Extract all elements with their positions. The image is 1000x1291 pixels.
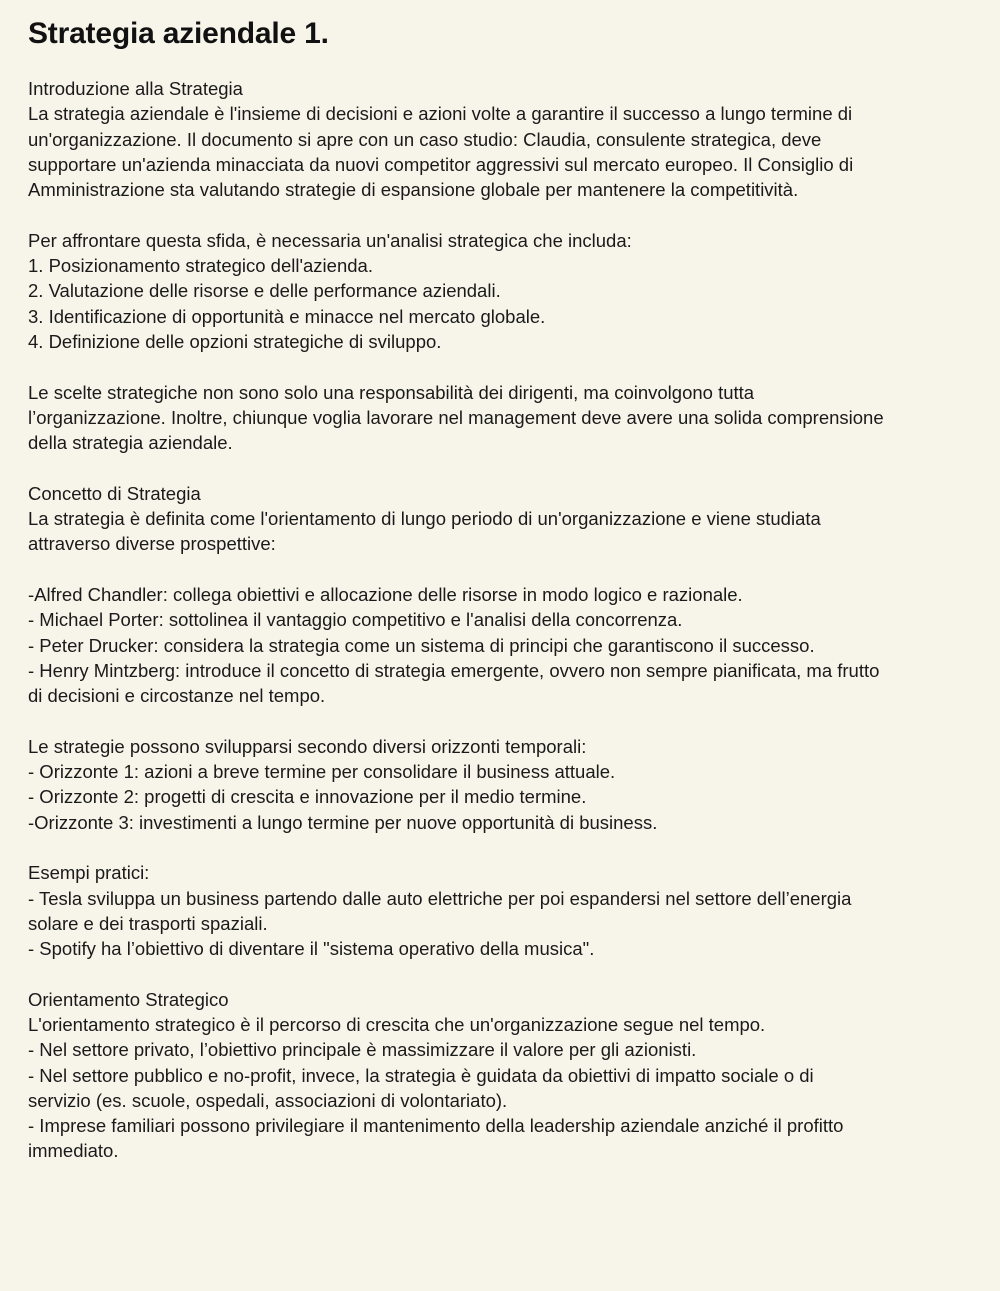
text-line: l’organizzazione. Inoltre, chiunque voglia lavorare nel management deve avere una solida comprensione [28,406,884,428]
text-line: 1. Posizionamento strategico dell'azienda. [28,255,373,277]
paragraph-spacer [28,202,972,227]
paragraph-spacer [28,557,972,582]
text-line: Per affrontare questa sfida, è necessaria un'analisi strategica che includa: [28,229,632,251]
text-line: di decisioni e circostanze nel tempo. [28,685,326,707]
text-line: Orientamento Strategico [28,988,229,1010]
text-line: della strategia aziendale. [28,432,233,454]
text-line: 4. Definizione delle opzioni strategiche di sviluppo. [28,330,442,352]
text-line: 3. Identificazione di opportunità e minacce nel mercato globale. [28,305,546,327]
text-line: - Orizzonte 2: progetti di crescita e innovazione per il medio termine. [28,786,587,808]
text-line: un'organizzazione. Il documento si apre con un caso studio: Claudia, consulente strategica, deve [28,128,822,150]
text-line: - Henry Mintzberg: introduce il concetto di strategia emergente, ovvero non sempre pianificata, ma frutto [28,659,880,681]
text-line: - Spotify ha l’obiettivo di diventare il "sistema operativo della musica". [28,938,595,960]
text-line: solare e dei trasporti spaziali. [28,912,268,934]
text-line: Le scelte strategiche non sono solo una responsabilità dei dirigenti, ma coinvolgono tutta [28,381,755,403]
document-title: Strategia aziendale 1. [28,17,329,50]
text-line: - Imprese familiari possono privilegiare il mantenimento della leadership aziendale anziché il profitto [28,1115,844,1137]
text-line: La strategia è definita come l'orientamento di lungo periodo di un'organizzazione e viene studiata [28,508,821,530]
document-body [28,76,972,1164]
text-line: La strategia aziendale è l'insieme di decisioni e azioni volte a garantire il successo a lungo termine di [28,103,853,125]
paragraph-spacer [28,835,972,860]
paragraph-spacer [28,708,972,733]
text-line: -Orizzonte 3: investimenti a lungo termine per nuove opportunità di business. [28,811,658,833]
text-line: - Tesla sviluppa un business partendo dalle auto elettriche per poi espandersi nel settore dell’energia [28,887,852,909]
text-line: Introduzione alla Strategia [28,78,243,99]
text-line: 2. Valutazione delle risorse e delle performance aziendali. [28,280,501,302]
text-line: immediato. [28,1140,119,1162]
text-line: servizio (es. scuole, ospedali, associazioni di volontariato). [28,1089,508,1111]
text-line: - Michael Porter: sottolinea il vantaggio competitivo e l'analisi della concorrenza. [28,609,683,631]
text-line: supportare un'azienda minacciata da nuovi competitor aggressivi sul mercato europeo. Il Consiglio di [28,153,854,175]
text-line: - Orizzonte 1: azioni a breve termine per consolidare il business attuale. [28,761,616,783]
text-line: Amministrazione sta valutando strategie di espansione globale per mantenere la competitività. [28,179,799,201]
text-line: - Nel settore privato, l’obiettivo principale è massimizzare il valore per gli azionisti. [28,1039,697,1061]
paragraph-spacer [28,455,972,480]
text-line: - Nel settore pubblico e no-profit, invece, la strategia è guidata da obiettivi di impatto sociale o di [28,1064,814,1086]
text-line: Esempi pratici: [28,862,150,884]
text-line: -Alfred Chandler: collega obiettivi e allocazione delle risorse in modo logico e razionale. [28,583,743,605]
paragraph-spacer [28,961,972,986]
text-line: Le strategie possono svilupparsi secondo diversi orizzonti temporali: [28,735,587,757]
text-line: - Peter Drucker: considera la strategia come un sistema di principi che garantiscono il successo. [28,634,815,656]
text-line: attraverso diverse prospettive: [28,533,276,555]
paragraph-spacer [28,354,972,379]
text-line: Concetto di Strategia [28,482,201,504]
text-line: L'orientamento strategico è il percorso di crescita che un'organizzazione segue nel tempo. [28,1013,766,1035]
